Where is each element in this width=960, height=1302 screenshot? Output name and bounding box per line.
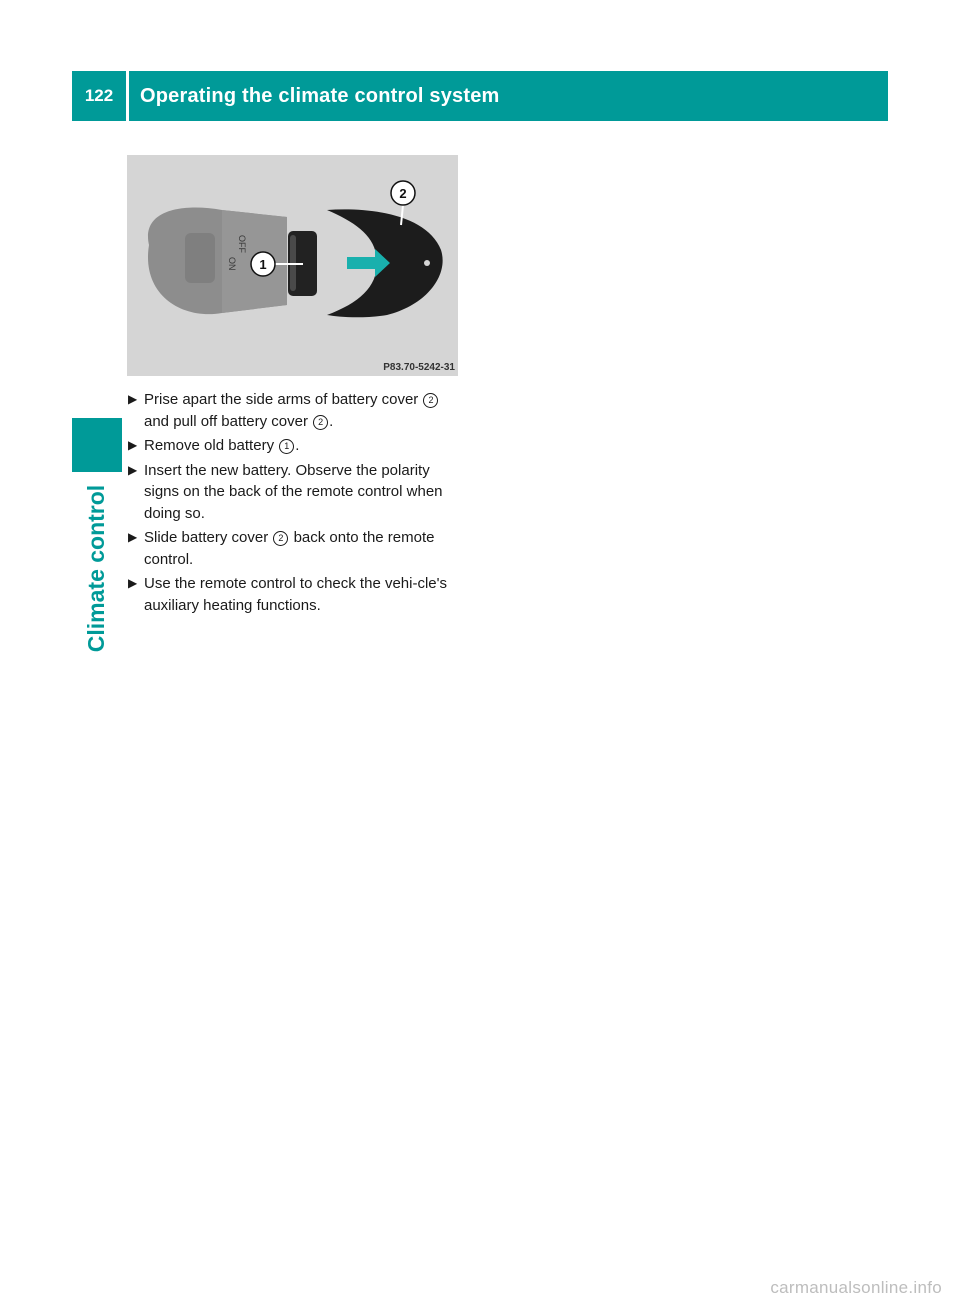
instruction-step: [128, 573, 463, 616]
step-text: .: [295, 437, 300, 454]
section-label: [72, 476, 122, 660]
arrow-right-icon: ▶: [128, 438, 138, 452]
section-label-text: Climate control: [83, 484, 110, 652]
instruction-step: [128, 435, 463, 457]
callout-1: 1: [259, 257, 267, 272]
on-label: ON: [227, 257, 237, 271]
arrow-right-icon: ▶: [128, 576, 138, 590]
step-text: Slide battery cover: [144, 529, 273, 546]
figure-code: P83.70-5242-31: [383, 362, 455, 373]
step-text: Insert the new battery. Observe the polarity signs on the back of the remote control when doing so.: [144, 461, 443, 522]
arrow-right-icon: ▶: [128, 392, 138, 406]
section-tab: [72, 418, 122, 472]
step-text: Prise apart the side arms of battery cover: [144, 391, 423, 408]
arrow-right-icon: ▶: [128, 530, 138, 544]
reference-number: 2: [313, 415, 328, 430]
instruction-step: [128, 389, 463, 432]
header-divider: [126, 71, 129, 121]
arrow-right-icon: ▶: [128, 462, 138, 477]
step-text: back onto the remote control.: [144, 529, 435, 568]
step-text: and pull off battery cover: [144, 412, 313, 430]
step-text: Remove old battery: [144, 437, 279, 454]
instruction-steps: [128, 389, 463, 619]
page-number: 122: [84, 86, 114, 105]
instruction-step: [128, 527, 463, 570]
instruction-step: [128, 460, 463, 525]
callout-2: 2: [399, 186, 407, 201]
remote-control-figure: [127, 155, 458, 376]
watermark: carmanualsonline.info: [770, 1278, 942, 1297]
page-title: Operating the climate control system: [140, 84, 500, 107]
reference-number: 2: [423, 393, 438, 408]
reference-number: 1: [279, 439, 294, 454]
step-text: .: [329, 412, 334, 430]
off-label: OFF: [237, 235, 247, 253]
step-text: Use the remote control to check the vehi-cle's auxiliary heating functions.: [144, 575, 448, 614]
reference-number: 2: [273, 531, 288, 546]
remote-control-illustration: [127, 155, 458, 376]
